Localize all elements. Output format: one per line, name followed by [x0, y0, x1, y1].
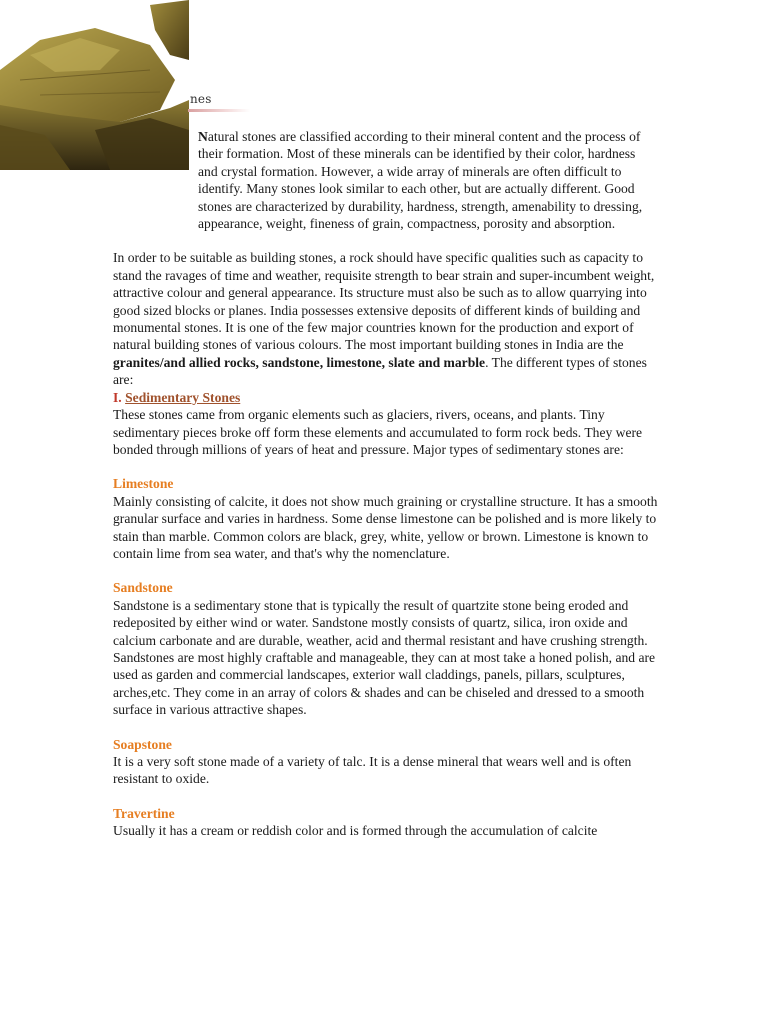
dropcap-letter: N — [198, 129, 208, 144]
sandstone-text: Sandstone is a sedimentary stone that is typically the result of quartzite stone being eroded and redeposited by either wind or water. Sandstone mostly consists of quartz, silica, iron oxide and calcium carbonate and are durable, weather, acid and thermal resistant and have crushing strength. Sandstones are most highly craftable and manageable, they can at most take a honed polish, and are used as garden and commercial landscapes, exterior wall claddings, panels, pillars, sculptures, arches,etc. They come in an array of colors & shades and can be chiseled and dressed to a smooth surface in various attractive shapes. — [113, 597, 656, 718]
title-underline — [188, 109, 250, 112]
intro-text: atural stones are classified according to their mineral content and the process of their formation. Most of these minerals can be identified by their color, hardness and crystal formation. However, a wide array of minerals are often difficult to identify. Many stones look similar to each other, but are actually different. Good stones are characterized by durability, hardness, strength, amenability to dressing, appearance, weight, fineness of grain, compactness, porosity and absorption. — [198, 129, 643, 232]
sandstone-heading: Sandstone — [113, 580, 173, 596]
article-body — [113, 128, 658, 840]
soapstone-text: It is a very soft stone made of a variety of talc. It is a dense mineral that wears well and is often resistant to oxide. — [113, 754, 632, 787]
page-title-fragment: nes — [190, 92, 212, 106]
building-stones-text-start: In order to be suitable as building stones, a rock should have specific qualities such as capacity to stand the ravages of time and weather, requisite strength to bear strain and super-incumbent weight, attractive colour and general appearance. Its structure must also be such as to allow quarrying into good sized blocks or planes. India possesses extensive deposits of different kinds of building and monumental stones. It is one of the few major countries known for the production and export of natural building stones of various colours. The most important building stones in India are the — [113, 250, 655, 353]
limestone-heading: Limestone — [113, 476, 174, 492]
building-stones-paragraph — [113, 249, 658, 388]
section-heading — [113, 389, 658, 406]
limestone-text: Mainly consisting of calcite, it does not show much graining or crystalline structure. It has a smooth granular surface and varies in hardness. Some dense limestone can be polished and is more likely to stain than marble. Common colors are black, grey, white, yellow or brown. Limestone is known to contain lime from sea water, and that's why the nomenclature. — [113, 493, 658, 561]
travertine-heading: Travertine — [113, 805, 175, 821]
soapstone-heading: Soapstone — [113, 736, 172, 752]
intro-paragraph — [113, 128, 658, 232]
building-stones-bold: granites/and allied rocks, sandstone, limestone, slate and marble — [113, 354, 486, 370]
intro-indented-lines — [198, 128, 658, 232]
building-stones-text-end: . The different types of stones are: — [113, 354, 647, 388]
section-number: I. — [113, 389, 126, 405]
sedimentary-stones-link[interactable]: Sedimentary Stones — [125, 389, 241, 405]
section-body: These stones came from organic elements such as glaciers, rivers, oceans, and plants. Tiny sedimentary pieces broke off form these elements and accumulated to form rock beds. They were bonded through millions of years of heat and pressure. Major types of sedimentary stones are: — [113, 407, 643, 457]
travertine-text: Usually it has a cream or reddish color and is formed through the accumulation of calcite — [113, 823, 598, 839]
